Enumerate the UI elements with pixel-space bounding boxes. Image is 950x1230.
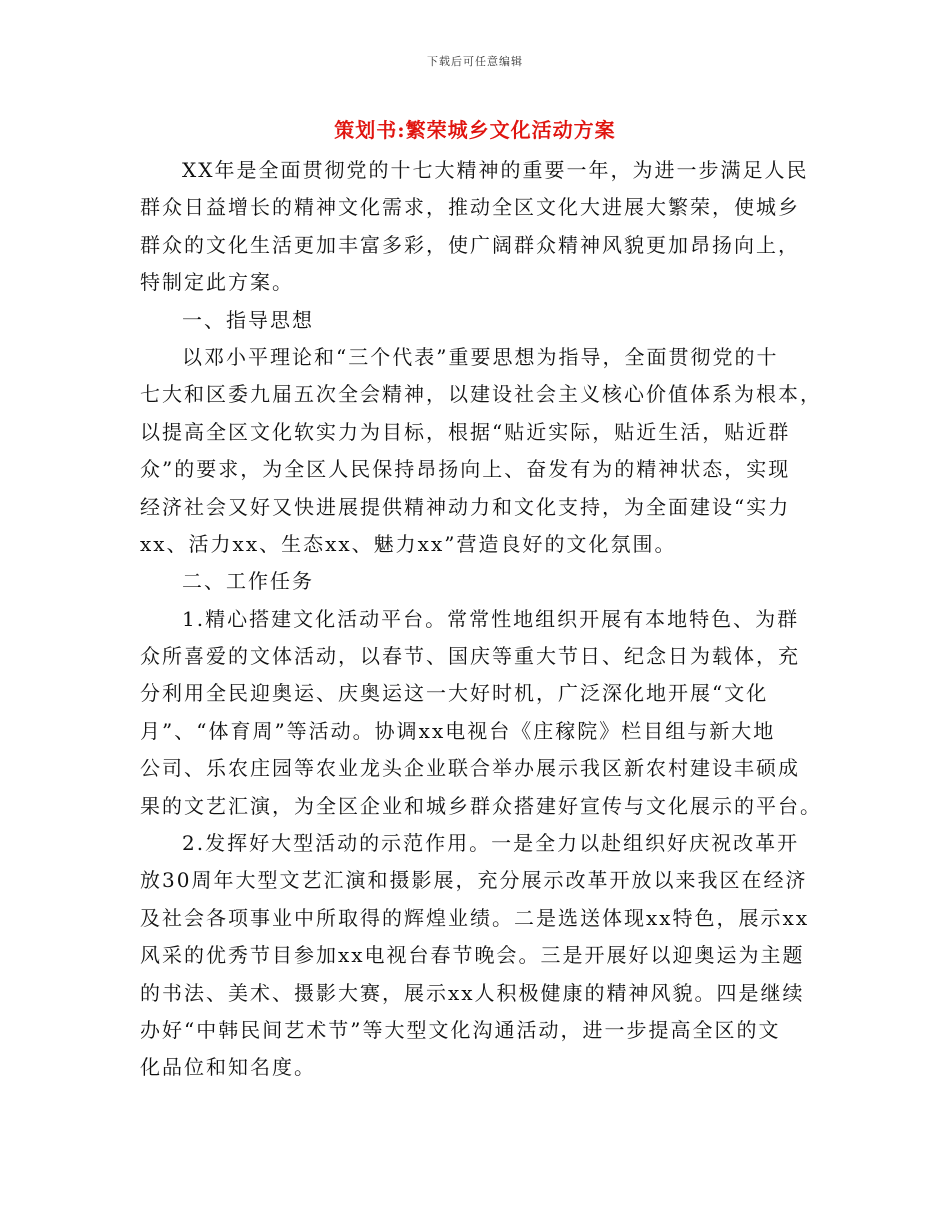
document-body <box>140 152 822 1087</box>
intro-line: XX年是全面贯彻党的十七大精神的重要一年，为进一步满足人民 <box>182 158 809 182</box>
task2-line: 及社会各项事业中所取得的辉煌业绩。二是选送体现xx特色，展示xx <box>140 905 810 930</box>
task1-line: 月”、“体育周”等活动。协调xx电视台《庄稼院》栏目组与新大地 <box>140 718 776 743</box>
task2-line: 化品位和知名度。 <box>140 1055 316 1080</box>
section1-line: 众”的要求，为全区人民保持昂扬向上、奋发有为的精神状态，实现 <box>140 457 791 482</box>
intro-line: 特制定此方案。 <box>140 270 294 295</box>
task1-line: 分利用全民迎奥运、庆奥运这一大好时机，广泛深化地开展“文化 <box>140 681 769 706</box>
task2-line: 2.发挥好大型活动的示范作用。一是全力以赴组织好庆祝改革开 <box>182 831 800 856</box>
section1-line: 经济社会又好又快进展提供精神动力和文化支持，为全面建设“实力 <box>140 494 791 519</box>
task2-line: 风采的优秀节目参加xx电视台春节晚会。三是开展好以迎奥运为主题 <box>140 943 805 968</box>
section1-line: 以邓小平理论和“三个代表”重要思想为指导，全面贯彻党的十 <box>182 344 779 369</box>
task1-line: 公司、乐农庄园等农业龙头企业联合举办展示我区新农村建设丰硕成 <box>140 756 800 781</box>
section-heading-guiding-ideology: 一、指导思想 <box>182 307 314 332</box>
task2-line: 办好“中韩民间艺术节”等大型文化沟通活动，进一步提高全区的文 <box>140 1017 781 1042</box>
intro-line: 群众的文化生活更加丰富多彩，使广阔群众精神风貌更加昂扬向上， <box>140 232 800 257</box>
task2-line: 放30周年大型文艺汇演和摄影展，充分展示改革开放以来我区在经济 <box>140 868 808 893</box>
document-title: 策划书:繁荣城乡文化活动方案 <box>334 118 616 142</box>
section1-line: xx、活力xx、生态xx、魅力xx”营造良好的文化氛围。 <box>140 531 677 556</box>
section1-line: 七大和区委九届五次全会精神，以建设社会主义核心价值体系为根本， <box>140 382 822 407</box>
task2-line: 的书法、美术、摄影大赛，展示xx人积极健康的精神风貌。四是继续 <box>140 980 805 1005</box>
task1-line: 1.精心搭建文化活动平台。常常性地组织开展有本地特色、为群 <box>182 606 800 631</box>
task1-line: 众所喜爱的文体活动，以春节、国庆等重大节日、纪念日为载体，充 <box>140 644 800 669</box>
intro-line: 群众日益增长的精神文化需求，推动全区文化大进展大繁荣，使城乡 <box>140 195 800 220</box>
task1-line: 果的文艺汇演，为全区企业和城乡群众搭建好宣传与文化展示的平台。 <box>140 793 822 818</box>
section-heading-work-tasks: 二、工作任务 <box>182 569 314 594</box>
page-header-note: 下载后可任意编辑 <box>427 55 523 68</box>
section1-line: 以提高全区文化软实力为目标，根据“贴近实际，贴近生活，贴近群 <box>140 419 791 444</box>
